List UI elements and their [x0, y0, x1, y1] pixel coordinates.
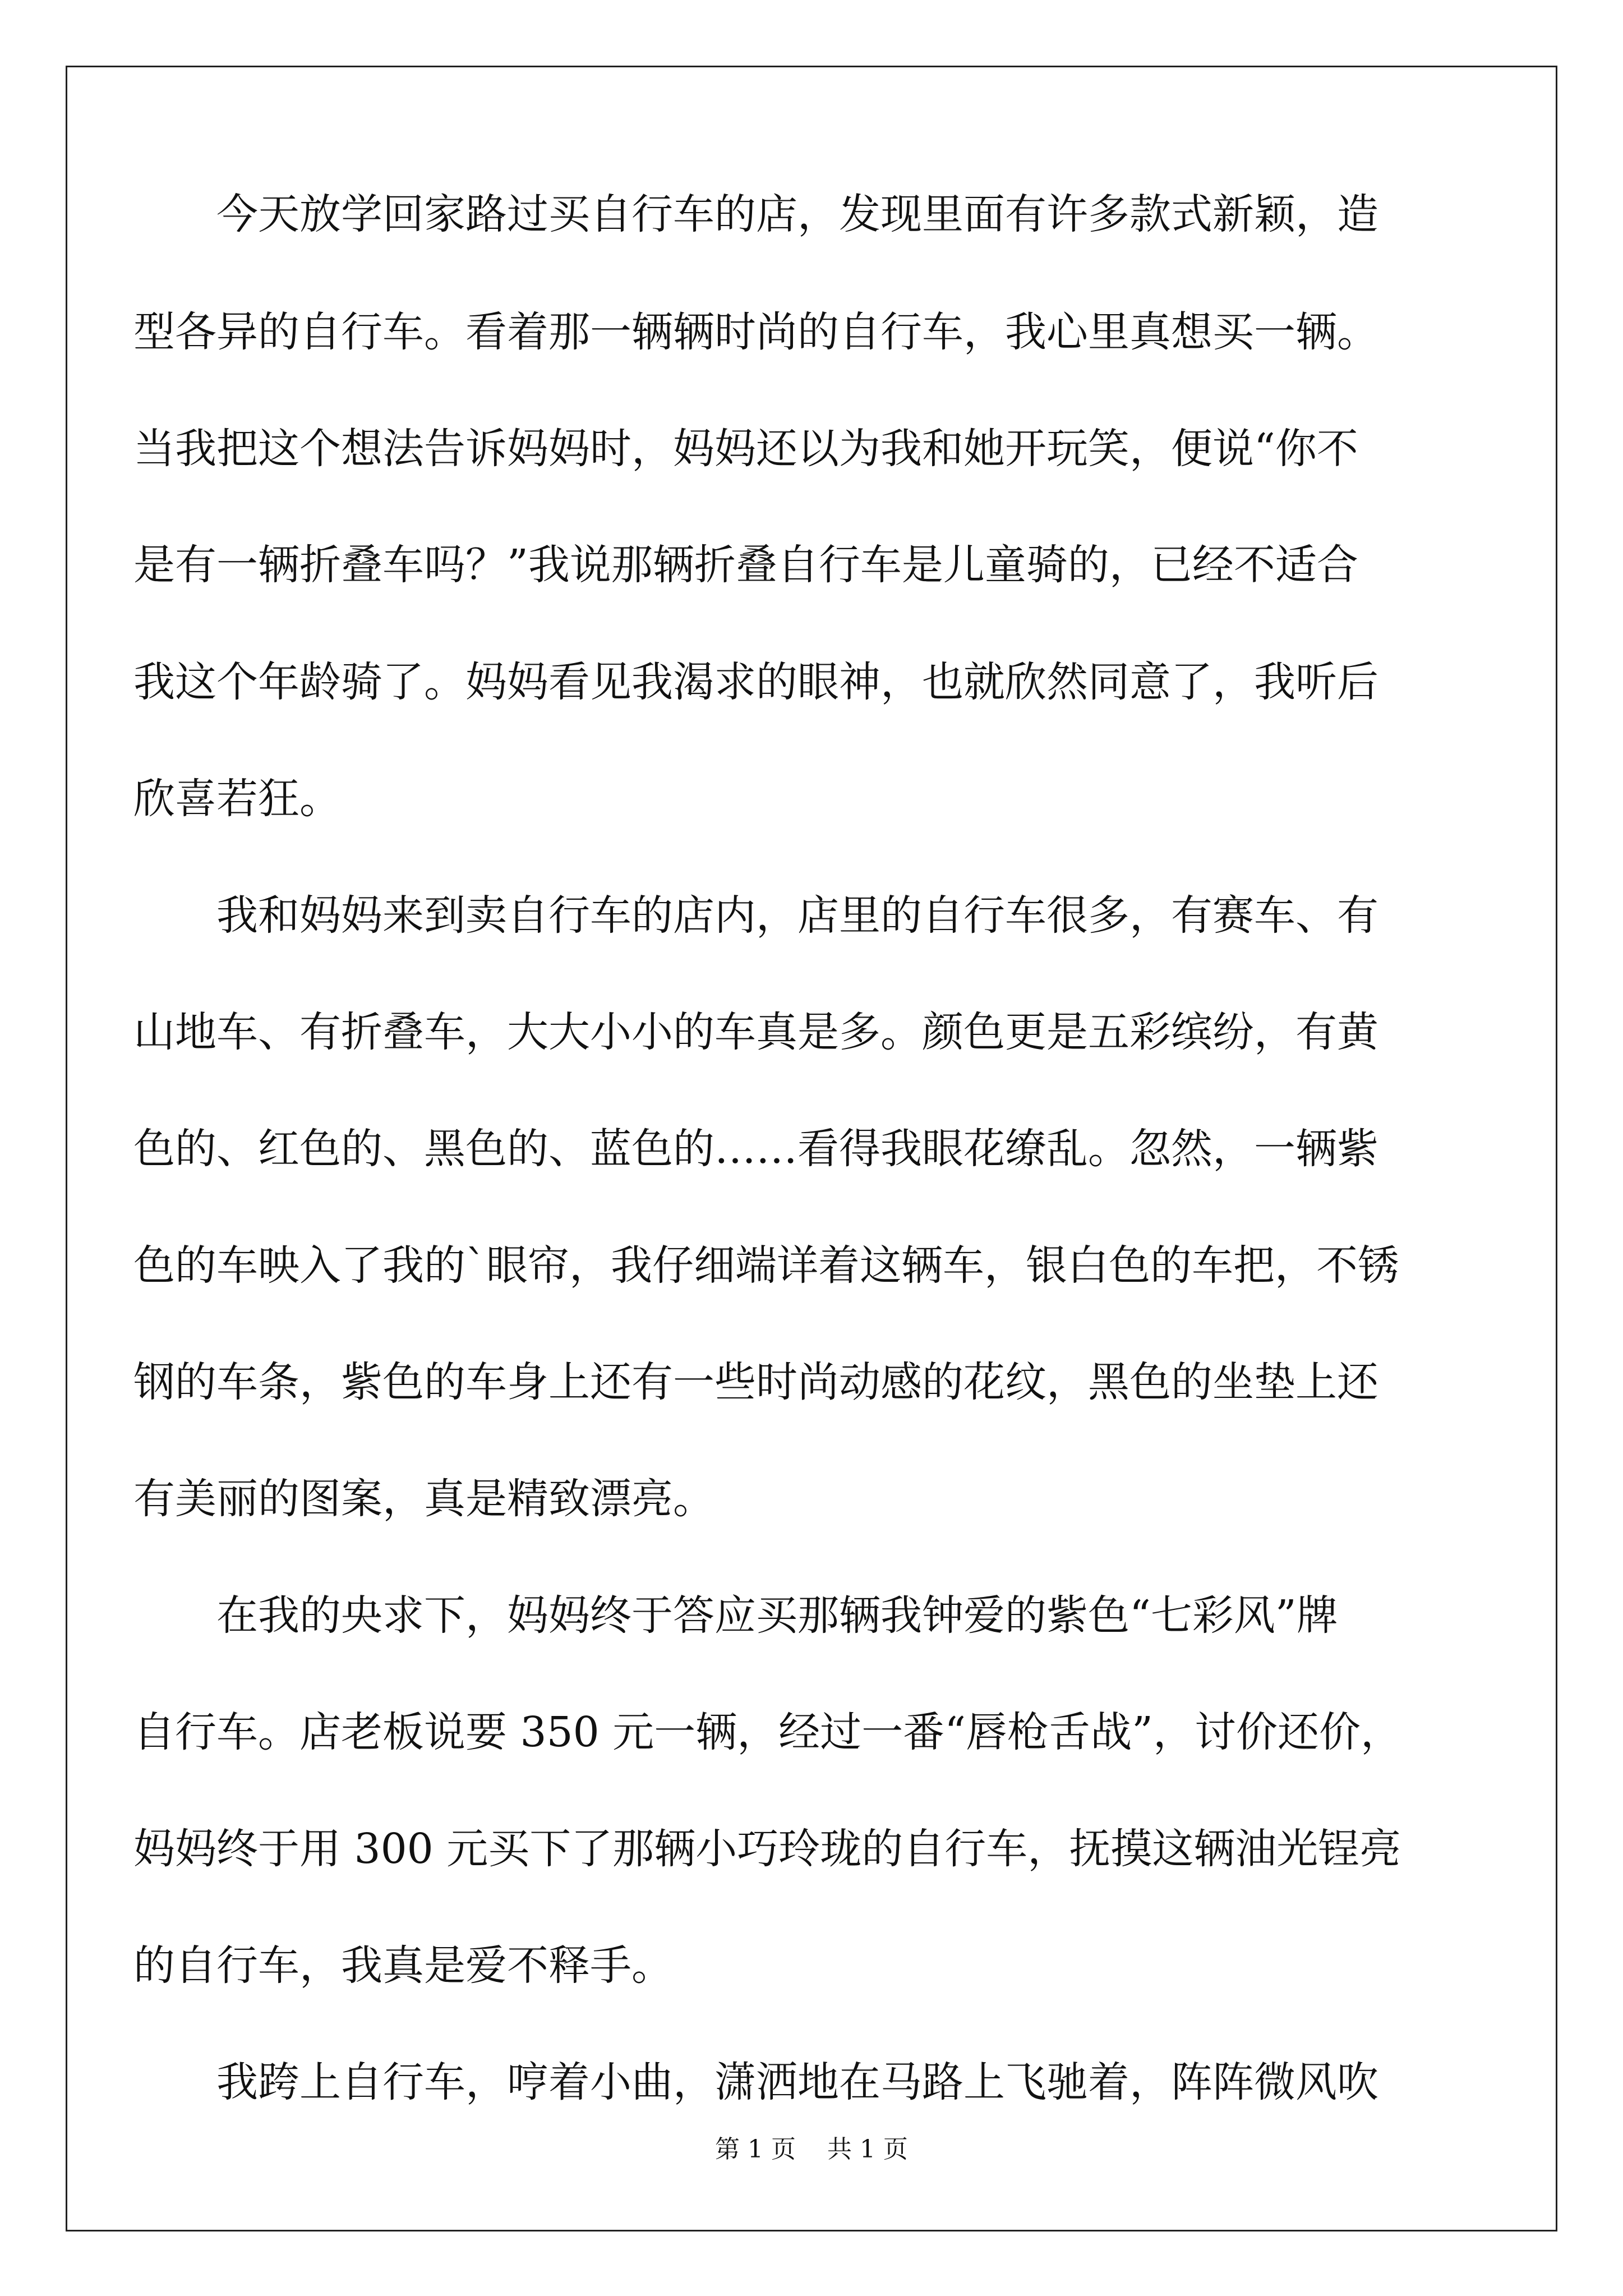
text-line: 在我的央求下，妈妈终于答应买那辆我钟爱的紫色“七彩风”牌: [216, 1591, 1338, 1640]
text-line: 今天放学回家路过买自行车的店，发现里面有许多款式新颖，造: [216, 190, 1378, 238]
text-line: 我和妈妈来到卖自行车的店内，店里的自行车很多，有赛车、有: [216, 891, 1378, 940]
text-line: 我跨上自行车，哼着小曲，潇洒地在马路上飞驰着，阵阵微风吹: [216, 2058, 1378, 2106]
text-line: 的自行车，我真是爱不释手。: [133, 1941, 673, 1990]
text-line: 山地车、有折叠车，大大小小的车真是多。颜色更是五彩缤纷，有黄: [133, 1008, 1378, 1056]
text-line: 是有一辆折叠车吗？”我说那辆折叠自行车是儿童骑的，已经不适合: [133, 541, 1358, 589]
text-line: 我这个年龄骑了。妈妈看见我渴求的眼神，也就欣然同意了，我听后: [133, 658, 1378, 706]
text-line: 型各异的自行车。看着那一辆辆时尚的自行车，我心里真想买一辆。: [133, 308, 1378, 356]
text-line: 当我把这个想法告诉妈妈时，妈妈还以为我和她开玩笑，便说“你不: [133, 425, 1358, 473]
text-line: 钢的车条，紫色的车身上还有一些时尚动感的花纹，黑色的坐垫上还: [133, 1358, 1378, 1406]
text-line: 妈妈终于用 300 元买下了那辆小巧玲珑的自行车，抚摸这辆油光锃亮: [133, 1825, 1401, 1873]
text-line: 色的车映入了我的`眼帘，我仔细端详着这辆车，银白色的车把，不锈: [133, 1241, 1399, 1290]
text-line: 自行车。店老板说要 350 元一辆，经过一番“唇枪舌战”，讨价还价，: [133, 1708, 1402, 1756]
page-number-footer: 第 1 页 共 1 页: [715, 2135, 908, 2164]
text-line: 有美丽的图案，真是精致漂亮。: [133, 1475, 714, 1523]
text-line: 色的、红色的、黑色的、蓝色的……看得我眼花缭乱。忽然，一辆紫: [133, 1125, 1378, 1173]
text-line: 欣喜若狂。: [133, 775, 341, 823]
